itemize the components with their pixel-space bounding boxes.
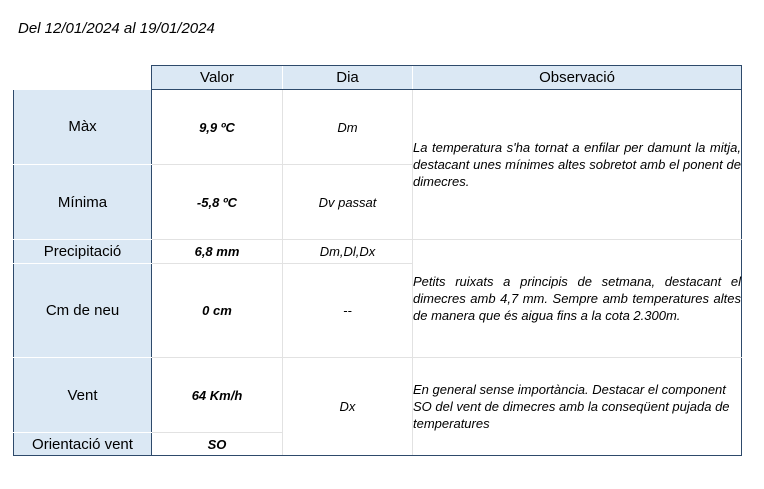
header-row <box>14 66 742 90</box>
weather-summary-table <box>13 65 742 456</box>
observation-precipitation-text: Petits ruixats a principis de setmana, destacant el dimecres amb 4,7 mm. Sempre amb temperatures altes de manera que és aigua fins a la cota 2.300m. <box>413 274 741 323</box>
value-precipitation: 6,8 mm <box>152 240 283 264</box>
value-snow: 0 cm <box>152 264 283 358</box>
label-wind-direction: Orientació vent <box>14 433 152 456</box>
label-snow: Cm de neu <box>14 264 152 358</box>
day-snow: -- <box>283 264 413 358</box>
header-corner <box>14 66 152 90</box>
day-wind: Dx <box>283 358 413 456</box>
day-precipitation: Dm,Dl,Dx <box>283 240 413 264</box>
observation-temperature-text: La temperatura s'ha tornat a enfilar per damunt la mitja, destacant unes mínimes altes sobretot amb el ponent de dimecres. <box>413 140 741 189</box>
label-max: Màx <box>14 90 152 165</box>
value-wind-direction: SO <box>152 433 283 456</box>
day-max: Dm <box>283 90 413 165</box>
observation-precipitation <box>413 240 742 358</box>
observation-wind-text: En general sense importància. Destacar el component SO del vent de dimecres amb la conseqüent pujada de temperatures <box>413 382 730 431</box>
label-wind: Vent <box>14 358 152 433</box>
value-max: 9,9 ºC <box>152 90 283 165</box>
day-min: Dv passat <box>283 165 413 240</box>
value-min: -5,8 ºC <box>152 165 283 240</box>
header-observacio: Observació <box>413 66 742 90</box>
row-precipitation <box>14 240 742 264</box>
row-wind <box>14 358 742 433</box>
observation-wind <box>413 358 742 456</box>
header-valor: Valor <box>152 66 283 90</box>
label-precipitation: Precipitació <box>14 240 152 264</box>
observation-temperature <box>413 90 742 240</box>
value-wind: 64 Km/h <box>152 358 283 433</box>
header-dia: Dia <box>283 66 413 90</box>
label-min: Mínima <box>14 165 152 240</box>
row-max <box>14 90 742 165</box>
date-range: Del 12/01/2024 al 19/01/2024 <box>18 20 215 37</box>
